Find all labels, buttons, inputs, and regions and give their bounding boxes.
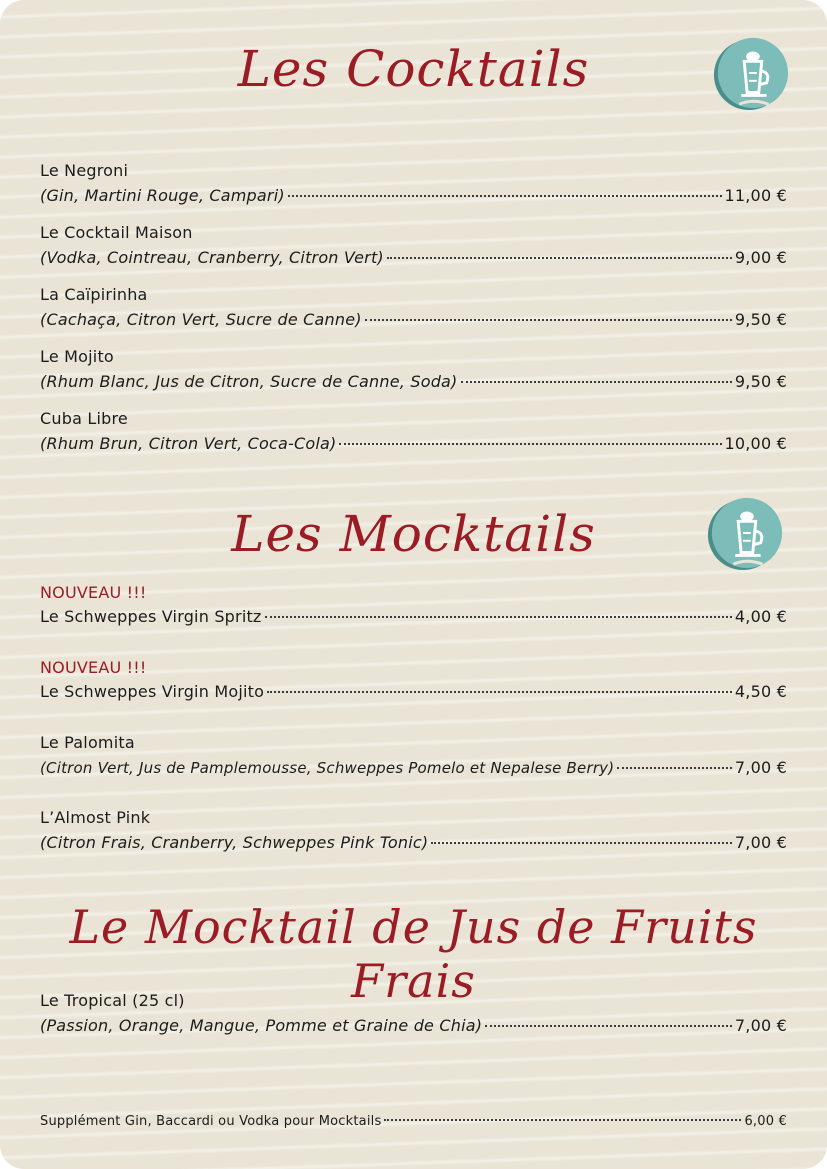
new-badge: NOUVEAU !!! [40, 583, 147, 602]
dot-leader [617, 767, 732, 769]
item-name: L’Almost Pink [40, 808, 151, 827]
cocktail-glass-icon [706, 494, 784, 572]
section-title-mocktails: Les Mocktails [231, 505, 596, 563]
item-description: (Gin, Martini Rouge, Campari) [40, 186, 285, 205]
item-name: Le Mojito [40, 347, 114, 366]
menu-item [40, 159, 787, 209]
item-name: Cuba Libre [40, 409, 128, 428]
cocktail-glass-icon [712, 34, 790, 112]
supplement-text: Supplément Gin, Baccardi ou Vodka pour Mocktails [40, 1114, 382, 1129]
item-description: (Cachaça, Citron Vert, Sucre de Canne) [40, 310, 362, 329]
menu-item [40, 582, 787, 630]
menu-item [40, 657, 787, 705]
menu-item [40, 989, 787, 1039]
item-price: 9,50 € [734, 310, 787, 329]
dot-leader [461, 381, 732, 383]
item-price: 7,00 € [734, 758, 787, 777]
item-price: 9,50 € [734, 372, 787, 391]
menu-item [40, 407, 787, 457]
item-description: (Rhum Blanc, Jus de Citron, Sucre de Canne, Soda) [40, 372, 458, 391]
item-name: La Caïpirinha [40, 285, 148, 304]
item-name: Le Schweppes Virgin Mojito [40, 682, 265, 701]
item-name: Le Tropical (25 cl) [40, 991, 185, 1010]
section-title-cocktails: Les Cocktails [237, 40, 590, 98]
item-name: Le Cocktail Maison [40, 223, 193, 242]
dot-leader [485, 1025, 732, 1027]
menu-item [40, 221, 787, 271]
item-price: 7,00 € [734, 833, 787, 852]
dot-leader [288, 195, 722, 197]
item-description: (Rhum Brun, Citron Vert, Coca-Cola) [40, 434, 337, 453]
menu-item [40, 806, 787, 856]
item-price: 10,00 € [724, 434, 787, 453]
menu-item [40, 731, 787, 781]
dot-leader [384, 1119, 741, 1121]
item-description: (Vodka, Cointreau, Cranberry, Citron Vert) [40, 248, 384, 267]
dot-leader [265, 616, 732, 618]
menu-item [40, 283, 787, 333]
item-description: (Citron Frais, Cranberry, Schweppes Pink Tonic) [40, 833, 429, 852]
item-price: 4,50 € [734, 682, 787, 701]
item-price: 7,00 € [734, 1016, 787, 1035]
dot-leader [387, 257, 732, 259]
dot-leader [365, 319, 732, 321]
item-name: Le Negroni [40, 161, 129, 180]
item-price: 9,00 € [734, 248, 787, 267]
item-description: (Citron Vert, Jus de Pamplemousse, Schweppes Pomelo et Nepalese Berry) [40, 759, 615, 777]
item-name: Le Palomita [40, 733, 135, 752]
item-description: (Passion, Orange, Mangue, Pomme et Graine de Chia) [40, 1016, 483, 1035]
supplement-price: 6,00 € [744, 1114, 787, 1129]
item-price: 11,00 € [724, 186, 787, 205]
menu-item [40, 345, 787, 395]
dot-leader [431, 842, 732, 844]
dot-leader [267, 691, 732, 693]
supplement-line [40, 1109, 787, 1135]
section-title-jus-de-fruits: Le Mocktail de Jus de Fruits Frais [69, 900, 758, 1008]
item-name: Le Schweppes Virgin Spritz [40, 607, 262, 626]
new-badge: NOUVEAU !!! [40, 658, 147, 677]
item-price: 4,00 € [734, 607, 787, 626]
dot-leader [339, 443, 721, 445]
